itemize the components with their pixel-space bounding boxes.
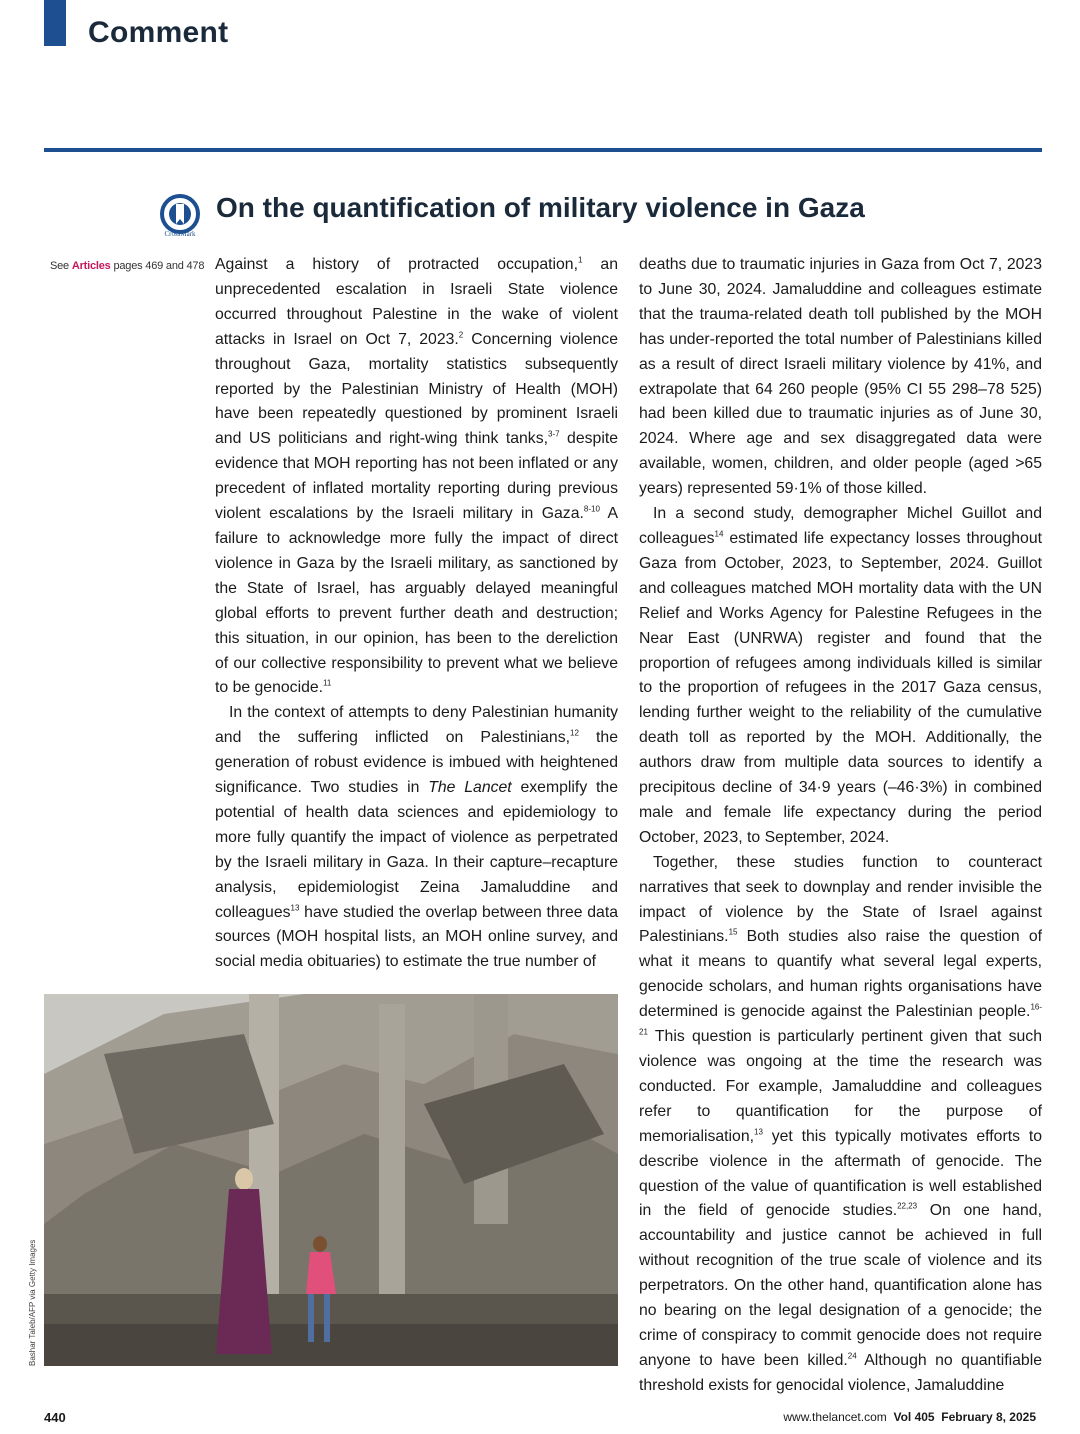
footer-info <box>783 1410 1036 1424</box>
section-bar <box>44 0 66 46</box>
volume: Vol 405 <box>893 1410 935 1424</box>
paragraph: In the context of attempts to deny Palestinian humanity and the suffering inflicted on Palestinians,$^{12}$ the generation of robust evidence is imbued with heightened significance. Two studies in The Lancet exemplify the potential of health data sciences and epidemiology to more fully quantify the impact of violence as perpetrated by the Israeli military in Gaza. In their capture–recapture analysis, epidemiologist Zeina Jamaluddine and colleagues$^{13}$ have studied the overlap between three data sources (MOH hospital lists, an MOH online survey, and social media obituaries) to estimate the true number of <box>215 704 618 971</box>
section-label: Comment <box>88 16 229 49</box>
paragraph: deaths due to traumatic injuries in Gaza from Oct 7, 2023 to June 30, 2024. Jamaluddine and colleagues estimate that the trauma-related death toll published by the MOH has under-reported the total number of Palestinians killed as a result of direct Israeli military violence by 41%, and extrapolate that 64 260 people (95% CI 55 298–78 525) had been killed due to traumatic injuries as of June 30, 2024. Where age and sex disaggregated data were available, women, children, and older people (aged >65 years) represented 59·1% of those killed. <box>639 256 1042 498</box>
article-title: On the quantification of military violence in Gaza <box>216 192 865 223</box>
photo-credit: Bashar Taleb/AFP via Getty Images <box>28 1239 37 1366</box>
body-column-right <box>639 253 1042 1394</box>
page-number: 440 <box>44 1410 66 1425</box>
news-photo <box>44 994 618 1366</box>
crossmark-label: CrossMark <box>164 230 196 238</box>
see-also-note: See Articles pages 469 and 478 <box>50 260 205 272</box>
paragraph: Together, these studies function to counteract narratives that seek to downplay and render invisible the impact of violence by the State of Israel against Palestinians.$^{15}$ Both studies also raise the question of what it means to quantify what several legal experts, genocide scholars, and human rights organisations have determined is genocide against the Palestinian people.$^{16-21}$ This question is particularly pertinent given that such violence was ongoing at the time the research was conducted. For example, Jamaluddine and colleagues refer to quantification for the purpose of memorialisation,$^{13}$ yet this typically motivates efforts to describe violence in the aftermath of genocide. The question of the value of quantification is well established in the field of genocide studies.$^{22,23}$ On one hand, accountability and justice cannot be achieved in full without recognition of the true scale of violence and its perpetrators. On the other hand, quantification alone has no bearing on the legal designation of a genocide; the crime of conspiracy to commit genocide does not require anyone to have been killed.$^{24}$ Although no quantifiable threshold exists for genocidal violence, Jamaluddine <box>639 853 1042 1394</box>
articles-link[interactable]: Articles <box>71 260 111 272</box>
issue-date: February 8, 2025 <box>941 1410 1036 1424</box>
paragraph: Against a history of protracted occupation,$^1$ an unprecedented escalation in Israeli State violence occurred throughout Palestine in the wake of violent attacks in Israel on Oct 7, 2023.$^2$ Concerning violence throughout Gaza, mortality statistics subsequently reported by the Palestinian Ministry of Health (MOH) have been repeatedly questioned by prominent Israeli and US politicians and right-wing think tanks,$^{3-7}$ despite evidence that MOH reporting has not been inflated or any precedent of inflated mortality reporting during previous violent escalations by the Israeli military in Gaza.$^{8-10}$ A failure to acknowledge more fully the impact of direct violence in Gaza by the Israeli military, as sanctioned by the State of Israel, has arguably delayed meaningful global efforts to prevent further death and destruction; this situation, in our opinion, has been to the dereliction of our collective responsibility to prevent what we believe to be genocide.$^{11}$ <box>215 255 619 697</box>
journal-url[interactable]: www.thelancet.com <box>783 1410 887 1424</box>
body-column-left <box>215 253 618 975</box>
rubble-scene-image <box>44 994 618 1366</box>
header-rule <box>44 148 1042 152</box>
paragraph: In a second study, demographer Michel Guillot and colleagues$^{14}$ estimated life expectancy losses throughout Gaza from October, 2023, to September, 2024. Guillot and colleagues matched MOH mortality data with the UN Relief and Works Agency for Palestine Refugees in the Near East (UNRWA) register and found that the proportion of refugees among individuals killed is similar to the proportion of refugees in the 2017 Gaza census, lending further weight to the reliability of the cumulative death toll as reported by the MOH. Additionally, the authors draw from multiple data sources to identify a precipitous decline of 34·9 years (–46·3%) in combined male and female life expectancy during the period October, 2023, to September, 2024. <box>639 505 1042 846</box>
